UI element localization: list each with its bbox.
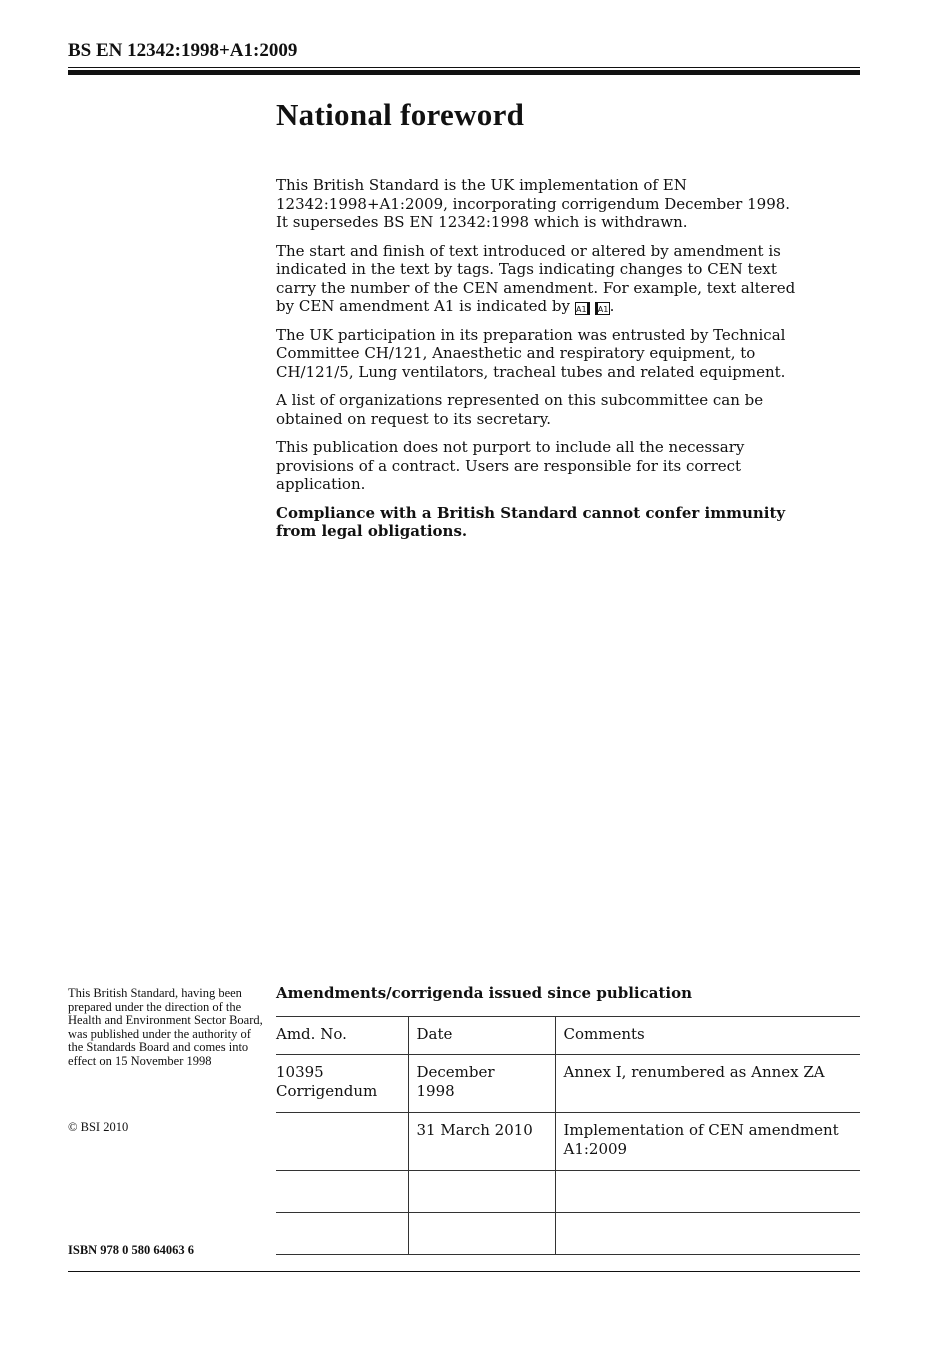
paragraph-compliance: Compliance with a British Standard cannot confer immunity from legal obligations. xyxy=(276,503,786,540)
date-value-2: 1998 xyxy=(416,1082,455,1100)
comment-cell xyxy=(555,1113,860,1171)
paragraph-organizations: A list of organizations represented on this subcommittee can be obtained on request to its secretary. xyxy=(276,391,764,428)
paragraph-amendment-tags-end: . xyxy=(609,297,615,315)
column-header-date: Date xyxy=(408,1017,555,1055)
amendment-start-tag-icon: A1 xyxy=(575,302,590,315)
date-cell xyxy=(408,1113,555,1171)
date-cell xyxy=(408,1171,555,1213)
document-id-header: BS EN 12342:1998+A1:2009 xyxy=(68,40,298,61)
paragraph-implementation: This British Standard is the UK implementation of EN 12342:1998+A1:2009, incorporating corrigendum December 1998. It supersedes BS EN 12342:1998 which is withdrawn. xyxy=(276,176,791,231)
amendments-header-row xyxy=(276,1017,860,1055)
paragraph-uk-participation: The UK participation in its preparation was entrusted by Technical Committee CH/121, Anaesthetic and respiratory equipment, to CH/121/5, Lung ventilators, tracheal tubes and related equipment. xyxy=(276,325,786,381)
paragraph-amendment-tags xyxy=(276,242,806,316)
date-value: 31 March 2010 xyxy=(416,1121,533,1139)
header-rule-thick xyxy=(68,70,860,75)
table-row xyxy=(276,1213,860,1255)
copyright-notice: © BSI 2010 xyxy=(68,1120,129,1134)
column-header-amd-no: Amd. No. xyxy=(276,1017,408,1055)
foreword-body xyxy=(276,176,806,551)
paragraph-contract: This publication does not purport to include all the necessary provisions of a contract. Users are responsible for its correct application. xyxy=(276,438,745,493)
page-title: National foreword xyxy=(276,97,525,132)
comment-cell xyxy=(555,1213,860,1255)
publication-sidenote: This British Standard, having been prepared under the direction of the Health and Environment Sector Board, was published under the authority of the Standards Board and comes into effect on 15 November 1998 xyxy=(68,986,263,1068)
comment-value-2: A1:2009 xyxy=(563,1140,628,1158)
amd-no-value: 10395 xyxy=(276,1063,324,1081)
date-value: December xyxy=(416,1063,495,1081)
amd-no-cell xyxy=(276,1055,408,1113)
amendment-end-tag-icon: A1 xyxy=(595,302,610,315)
isbn-number: ISBN 978 0 580 64063 6 xyxy=(68,1243,195,1257)
header-rule-thin xyxy=(68,67,860,68)
amendments-title: Amendments/corrigenda issued since publication xyxy=(276,984,692,1002)
column-header-comments: Comments xyxy=(555,1017,860,1055)
amd-no-cell xyxy=(276,1113,408,1171)
comment-cell xyxy=(555,1171,860,1213)
comment-value: Annex I, renumbered as Annex ZA xyxy=(563,1063,825,1081)
date-cell xyxy=(408,1213,555,1255)
amendments-table xyxy=(276,1016,860,1255)
table-row xyxy=(276,1055,860,1113)
amd-no-cell xyxy=(276,1171,408,1213)
amd-no-cell xyxy=(276,1213,408,1255)
footer-rule xyxy=(68,1271,860,1272)
comment-cell xyxy=(555,1055,860,1113)
date-cell xyxy=(408,1055,555,1113)
comment-value: Implementation of CEN amendment xyxy=(563,1121,839,1139)
table-row xyxy=(276,1171,860,1213)
amd-no-type: Corrigendum xyxy=(276,1082,378,1100)
table-row xyxy=(276,1113,860,1171)
paragraph-amendment-tags-text: The start and finish of text introduced or altered by amendment is indicated in the text by tags. Tags indicating changes to CEN text carry the number of the CEN amendment. For example, text altered by CEN amendment A1 is indicated by xyxy=(276,241,796,315)
